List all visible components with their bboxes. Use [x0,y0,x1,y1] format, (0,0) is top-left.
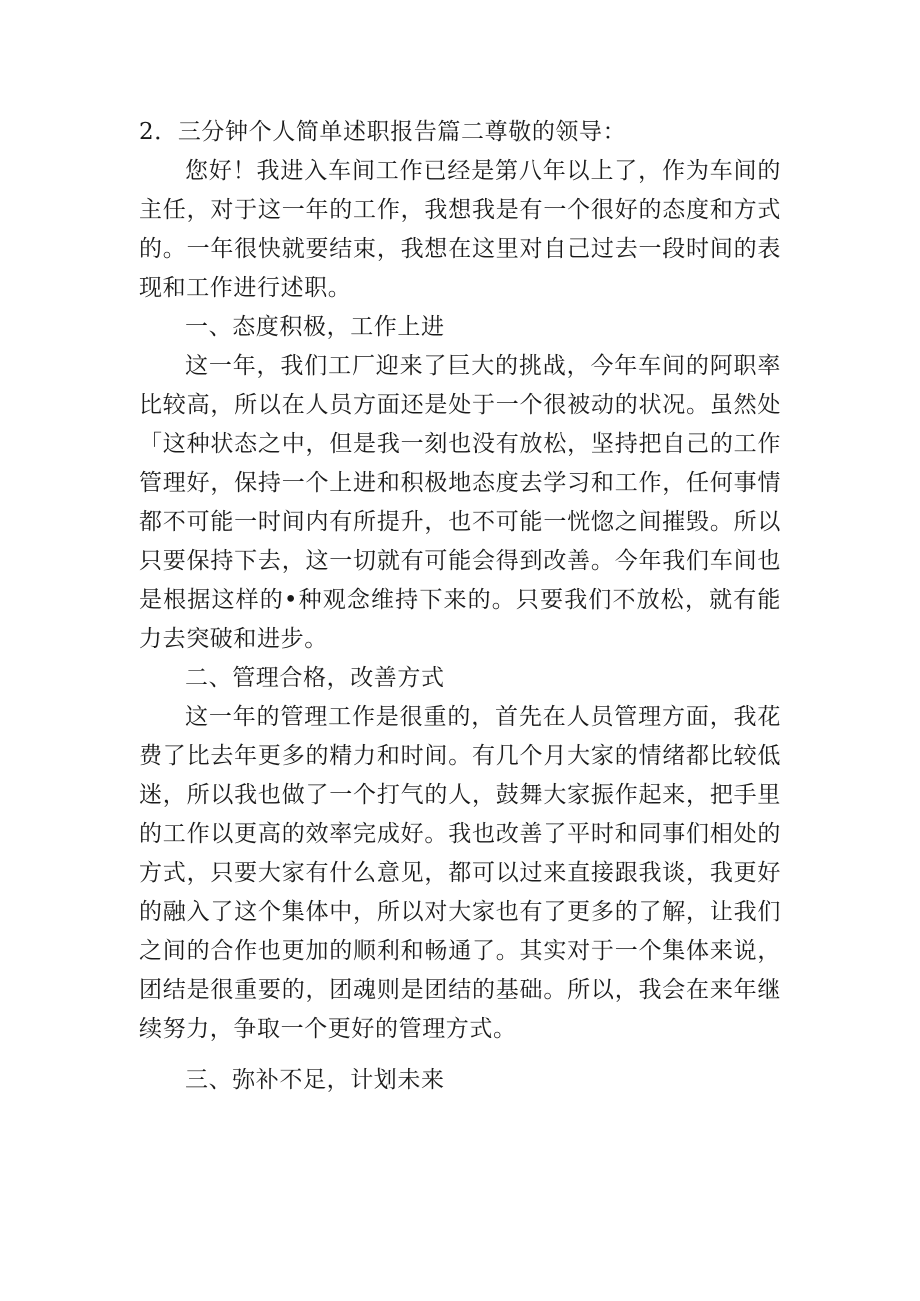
section-heading-2: 二、管理合格，改善方式 [185,665,445,691]
section-heading-1: 一、态度积极，工作上进 [185,314,445,340]
paragraph-greeting: 您好！我进入车间工作已经是第八年以上了，作为车间的主任，对于这一年的工作，我想我是有一个很好的态度和方式的。一年很快就要结束，我想在这里对自己过去一段时间的表现和工作进行述职。 [139,158,781,301]
paragraph-section-2: 这一年的管理工作是很重的，首先在人员管理方面，我花费了比去年更多的精力和时间。有几个月大家的情绪都比较低迷，所以我也做了一个打气的人，鼓舞大家振作起来，把手里的工作以更高的效率完成好。我也改善了平时和同事们相处的方式，只要大家有什么意见，都可以过来直接跟我谈，我更好的融入了这个集体中，所以对大家也有了更多的了解，让我们之间的合作也更加的顺利和畅通了。其实对于一个集体来说，团结是很重要的，团魂则是团结的基础。所以，我会在来年继续努力，争取一个更好的管理方式。 [139,704,781,1042]
document-body [139,113,781,1100]
document-title: 2．三分钟个人简单述职报告篇二尊敬的领导： [139,119,627,145]
paragraph-section-1: 这一年，我们工厂迎来了巨大的挑战，今年车间的阿职率比较高，所以在人员方面还是处于一个很被动的状况。虽然处「这种状态之中，但是我一刻也没有放松，坚持把自己的工作管理好，保持一个上进和积极地态度去学习和工作，任何事情都不可能一时间内有所提升，也不可能一恍惚之间摧毁。所以只要保持下去，这一切就有可能会得到改善。今年我们车间也是根据这样的•种观念维持下来的。只要我们不放松，就有能力去突破和进步。 [139,353,781,652]
section-heading-3: 三、弥补不足，计划未来 [185,1067,445,1093]
